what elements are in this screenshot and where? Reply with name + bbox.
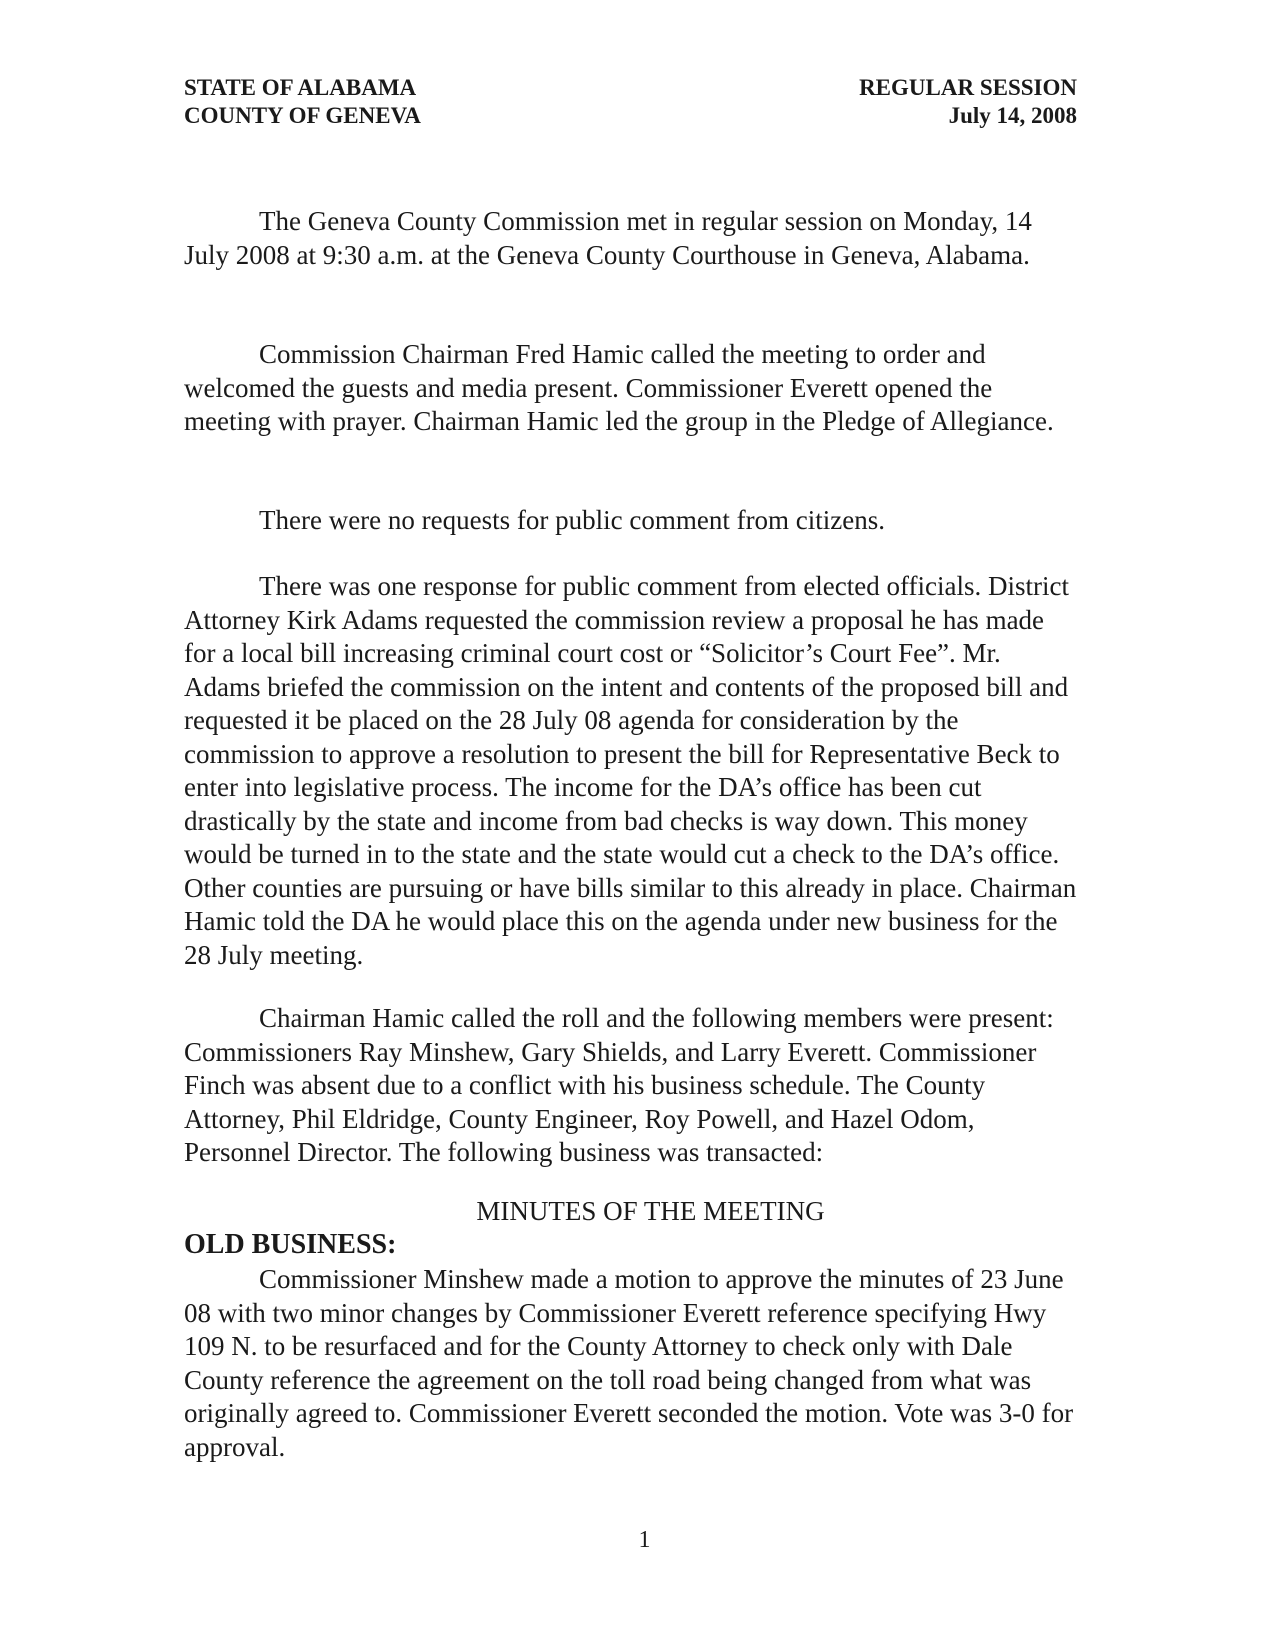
header-state: STATE OF ALABAMA — [184, 75, 417, 100]
paragraph-elected-comment-text: There was one response for public comment from elected officials. District Attorney Kirk Adams requested the commission review a proposal he has made for a local bill increasing criminal court cost or “Solicitor’s Court Fee”. Mr. Adams briefed the commission on the intent and contents of the proposed bill and requested it be placed on the 28 July 08 agenda for consideration by the commission to approve a resolution to present the bill for Representative Beck to enter into legislative process. The income for the DA’s office has been cut drastically by the state and income from bad checks is way down. This money would be turned in to the state and the state would cut a check to the DA’s office. Other counties are pursuing or have bills similar to this already in place. Chairman Hamic told the DA he would place this on the agenda under new business for the 28 July meeting. — [184, 571, 1077, 970]
paragraph-citizens-comment — [184, 504, 1079, 538]
header-session-type: REGULAR SESSION — [859, 75, 1077, 100]
header-session-date: July 14, 2008 — [948, 103, 1077, 128]
minutes-heading: MINUTES OF THE MEETING — [476, 1196, 825, 1226]
paragraph-roll-call — [184, 1002, 1079, 1170]
header-right — [820, 74, 1077, 130]
header-county: COUNTY OF GENEVA — [184, 103, 421, 128]
paragraph-old-business-text: Commissioner Minshew made a motion to approve the minutes of 23 June 08 with two minor changes by Commissioner Everett reference specifying Hwy 109 N. to be resurfaced and for the County Attorney to check only with Dale County reference the agreement on the toll road being changed from what was originally agreed to. Commissioner Everett seconded the motion. Vote was 3-0 for approval. — [184, 1264, 1074, 1462]
paragraph-call-to-order — [184, 338, 1079, 439]
old-business-heading: OLD BUSINESS: — [184, 1229, 397, 1260]
paragraph-citizens-comment-text: There were no requests for public comment from citizens. — [259, 505, 886, 535]
header-left — [184, 74, 421, 130]
paragraph-intro-text: The Geneva County Commission met in regular session on Monday, 14 July 2008 at 9:30 a.m. at the Geneva County Courthouse in Geneva, Alabama. — [184, 206, 1032, 270]
paragraph-intro — [184, 205, 1079, 272]
paragraph-call-to-order-text: Commission Chairman Fred Hamic called the meeting to order and welcomed the guests and media present. Commissioner Everett opened the meeting with prayer. Chairman Hamic led the group in the Pledge of Allegiance. — [184, 339, 1054, 436]
page-number: 1 — [638, 1527, 651, 1553]
paragraph-elected-comment — [184, 570, 1079, 972]
paragraph-roll-call-text: Chairman Hamic called the roll and the following members were present: Commissioners Ray Minshew, Gary Shields, and Larry Everett. Commissioner Finch was absent due to a conflict with his business schedule. The County Attorney, Phil Eldridge, County Engineer, Roy Powell, and Hazel Odom, Personnel Director. The following business was transacted: — [184, 1003, 1054, 1167]
paragraph-old-business — [184, 1263, 1079, 1464]
